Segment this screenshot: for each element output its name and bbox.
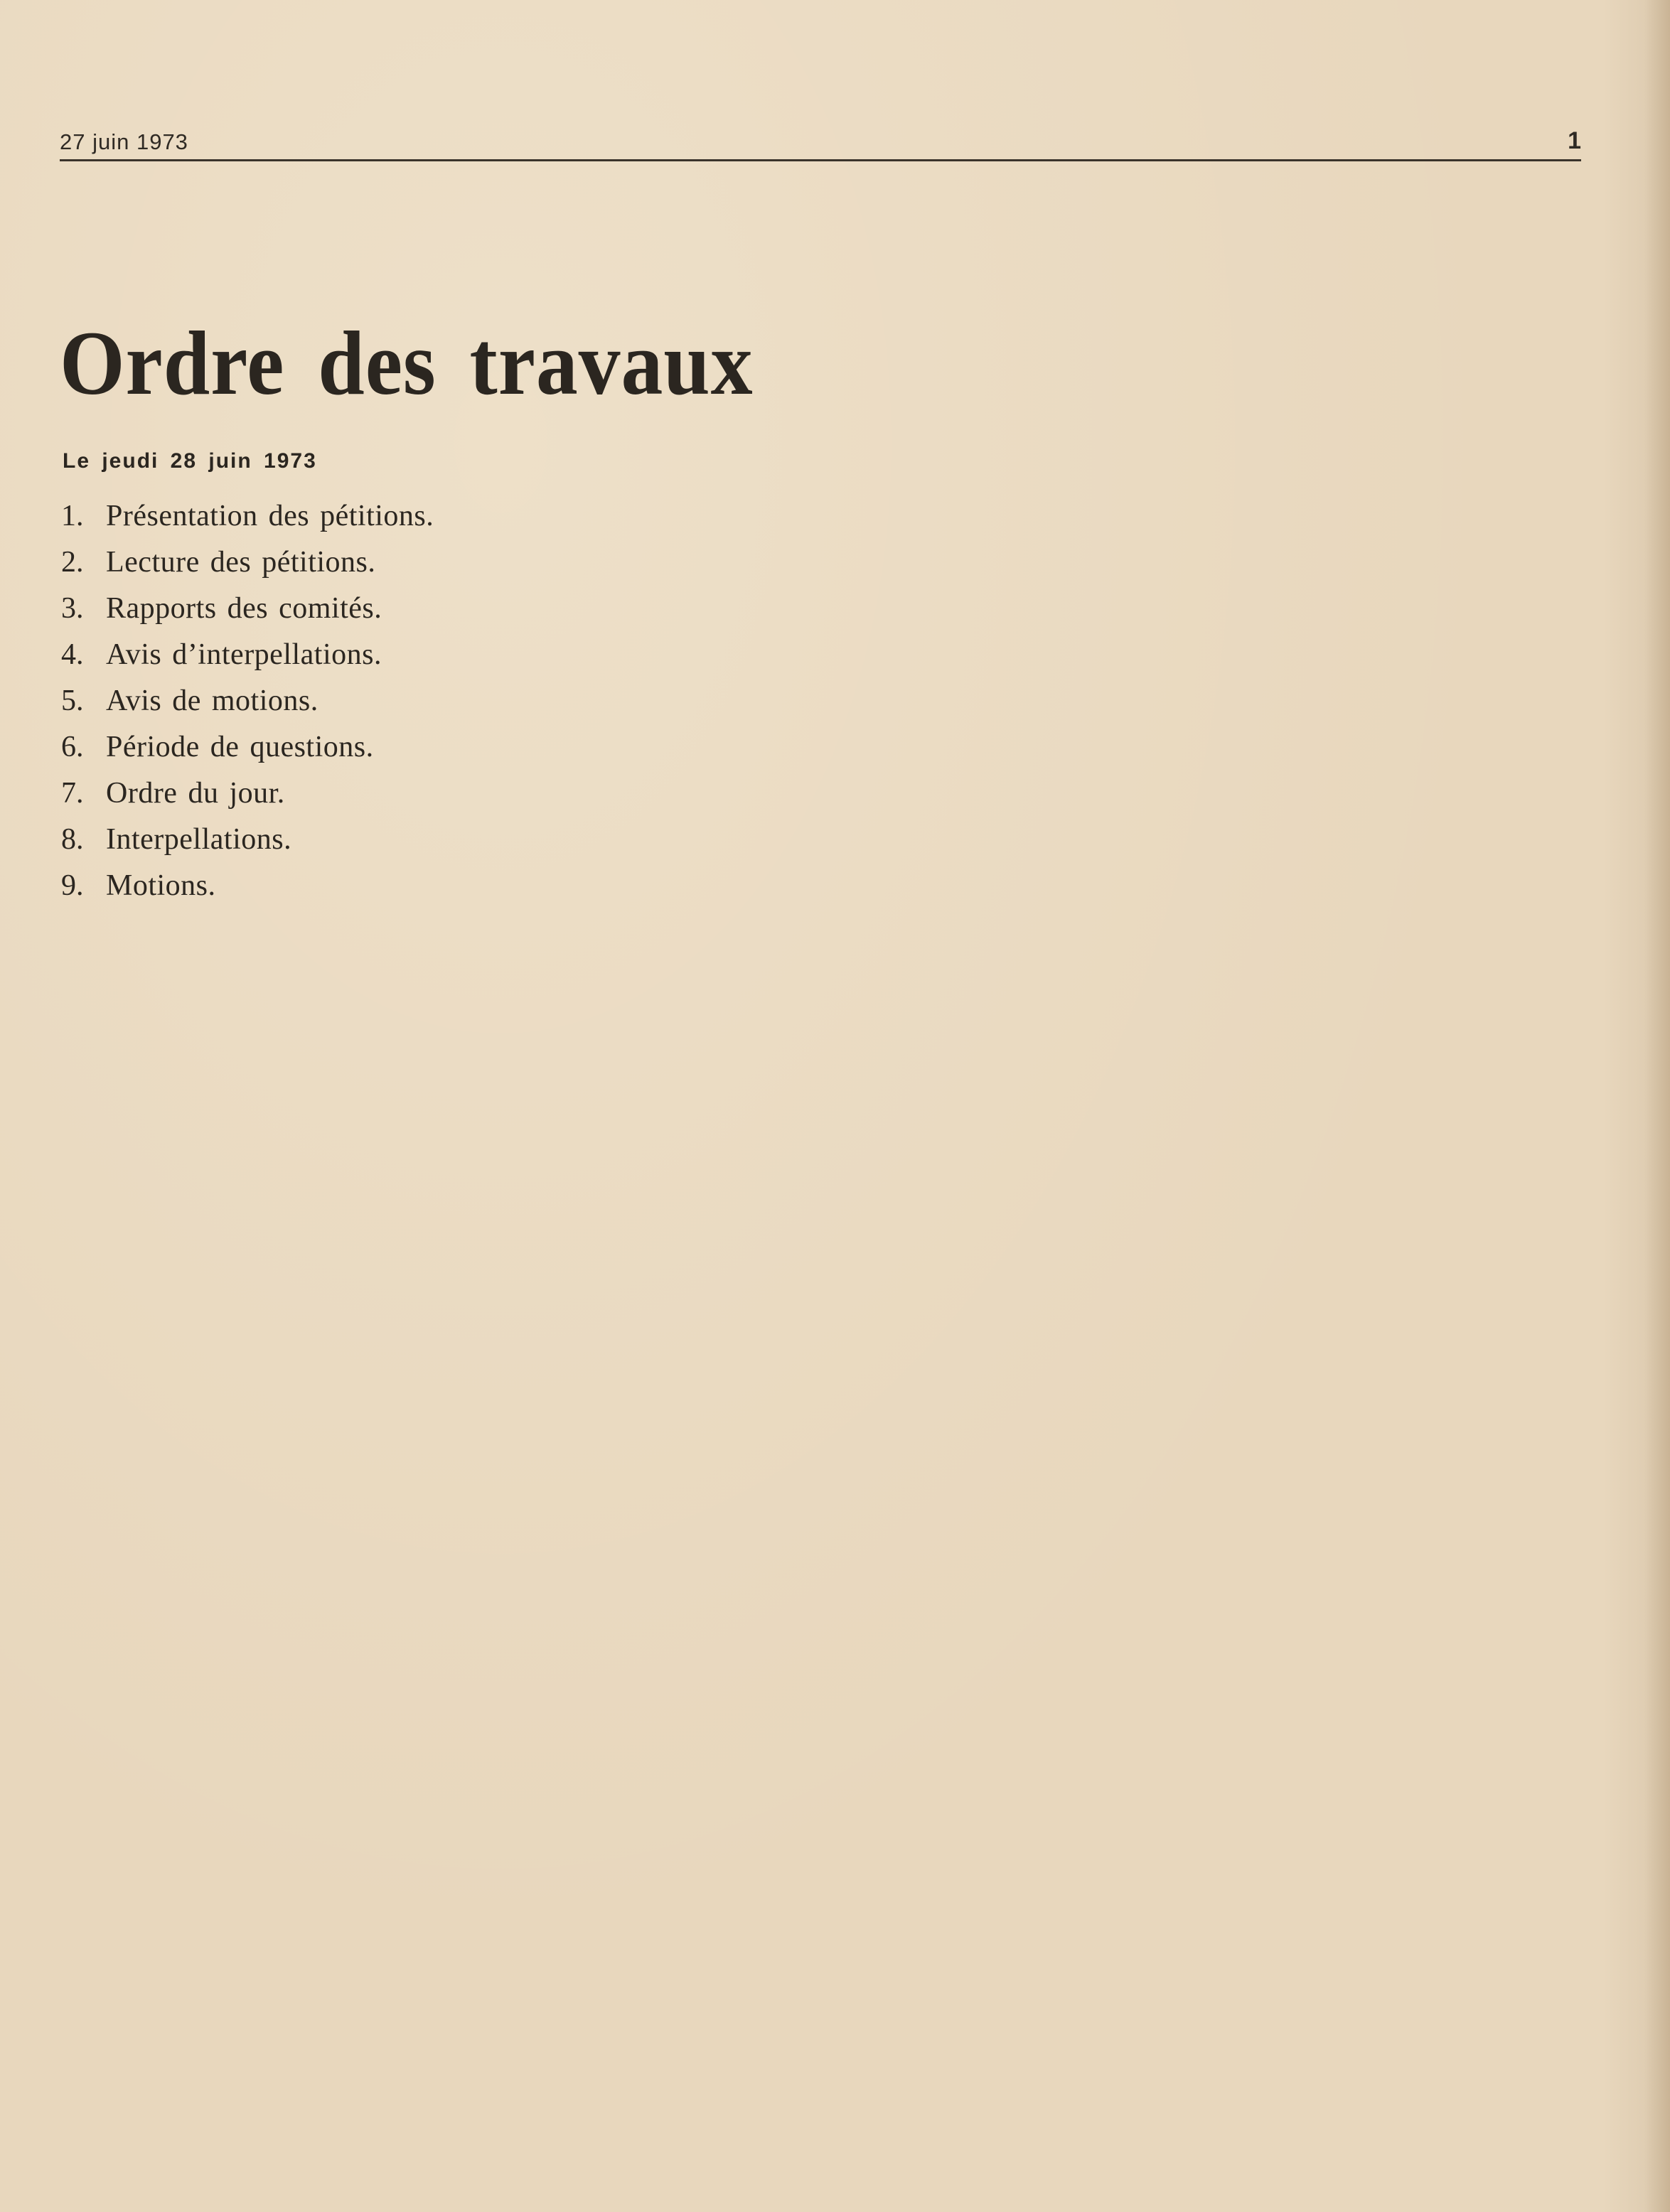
agenda-item-text: Ordre du jour.	[106, 777, 285, 810]
page-edge-shadow	[1644, 0, 1670, 2212]
page-title: Ordre des travaux	[60, 313, 754, 414]
agenda-item-number: 3.	[61, 592, 84, 625]
agenda-item	[61, 817, 434, 863]
agenda-item-text: Motions.	[106, 869, 216, 902]
agenda-item-number: 5.	[61, 684, 84, 717]
agenda-item	[61, 863, 434, 909]
agenda-item	[61, 539, 434, 586]
agenda-item	[61, 771, 434, 817]
agenda-item-text: Lecture des pétitions.	[106, 546, 376, 579]
agenda-item-number: 6.	[61, 731, 84, 763]
agenda-item	[61, 586, 434, 632]
page-number: 1	[1568, 127, 1581, 154]
running-header	[60, 128, 1581, 161]
agenda-item-text: Période de questions.	[106, 731, 374, 763]
agenda-item-number: 8.	[61, 823, 84, 856]
agenda-item	[61, 493, 434, 539]
agenda-item-text: Rapports des comités.	[106, 592, 382, 625]
agenda-item	[61, 724, 434, 771]
agenda-item-number: 9.	[61, 869, 84, 902]
agenda-item-number: 7.	[61, 777, 84, 810]
agenda-item-text: Avis d’interpellations.	[106, 638, 382, 671]
agenda-item	[61, 678, 434, 724]
header-date: 27 juin 1973	[60, 129, 188, 154]
agenda-item-text: Présentation des pétitions.	[106, 500, 434, 532]
agenda-item-text: Interpellations.	[106, 823, 292, 856]
sitting-date: Le jeudi 28 juin 1973	[63, 449, 317, 473]
agenda-item-number: 2.	[61, 546, 84, 579]
agenda-item-number: 4.	[61, 638, 84, 671]
agenda-item-number: 1.	[61, 500, 84, 532]
agenda-item-text: Avis de motions.	[106, 684, 319, 717]
agenda-list	[61, 493, 434, 909]
agenda-item	[61, 632, 434, 678]
